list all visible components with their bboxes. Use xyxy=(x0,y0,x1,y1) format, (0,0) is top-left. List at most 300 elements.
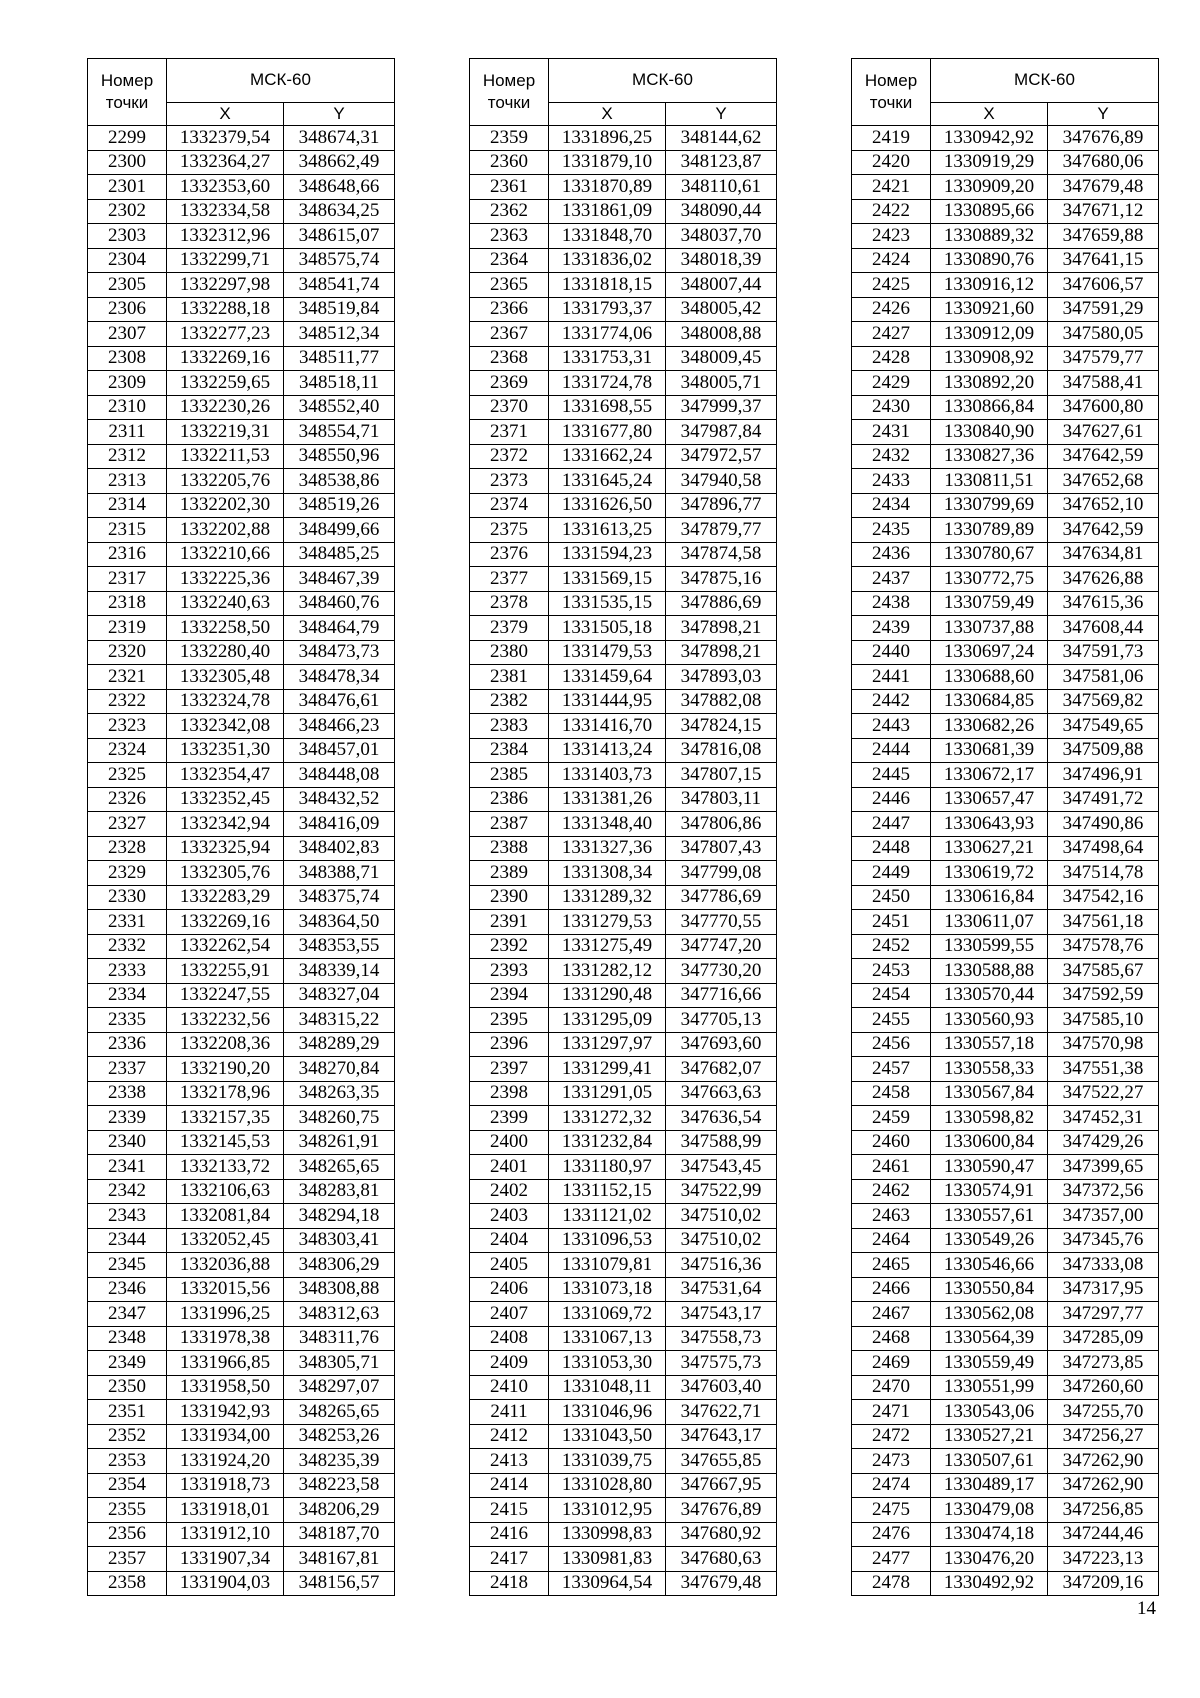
table-row xyxy=(88,861,395,886)
point-number-cell: 2381 xyxy=(470,665,549,690)
x-coordinate-cell: 1330681,39 xyxy=(931,738,1048,763)
table-row xyxy=(88,1008,395,1033)
point-number-cell: 2419 xyxy=(852,126,931,151)
point-number-cell: 2451 xyxy=(852,910,931,935)
x-coordinate-cell: 1331279,53 xyxy=(549,910,666,935)
y-coordinate-cell: 348485,25 xyxy=(284,542,395,567)
point-number-cell: 2386 xyxy=(470,787,549,812)
y-coordinate-cell: 347898,21 xyxy=(666,640,777,665)
point-number-cell: 2402 xyxy=(470,1179,549,1204)
y-coordinate-cell: 348466,23 xyxy=(284,714,395,739)
y-coordinate-cell: 347345,76 xyxy=(1048,1228,1159,1253)
coordinate-system-header: МСК-60 xyxy=(549,59,777,103)
table-row xyxy=(852,885,1159,910)
y-coordinate-cell: 347285,09 xyxy=(1048,1326,1159,1351)
point-number-cell: 2447 xyxy=(852,812,931,837)
point-number-cell: 2378 xyxy=(470,591,549,616)
table-row xyxy=(470,812,777,837)
table-row xyxy=(88,322,395,347)
table-row xyxy=(470,1302,777,1327)
point-number-cell: 2476 xyxy=(852,1522,931,1547)
point-number-cell: 2464 xyxy=(852,1228,931,1253)
table-row xyxy=(852,836,1159,861)
y-coordinate-cell: 348308,88 xyxy=(284,1277,395,1302)
y-coordinate-cell: 347636,54 xyxy=(666,1106,777,1131)
x-coordinate-cell: 1330684,85 xyxy=(931,689,1048,714)
y-header: Y xyxy=(1048,102,1159,125)
table-row xyxy=(852,493,1159,518)
y-coordinate-cell: 347806,86 xyxy=(666,812,777,837)
y-coordinate-cell: 348037,70 xyxy=(666,224,777,249)
point-number-cell: 2413 xyxy=(470,1449,549,1474)
table-row xyxy=(852,1571,1159,1596)
point-number-cell: 2314 xyxy=(88,493,167,518)
point-number-cell: 2338 xyxy=(88,1081,167,1106)
table-row xyxy=(852,910,1159,935)
y-coordinate-cell: 347987,84 xyxy=(666,420,777,445)
y-coordinate-cell: 348473,73 xyxy=(284,640,395,665)
table-row xyxy=(88,1547,395,1572)
point-number-cell: 2423 xyxy=(852,224,931,249)
y-coordinate-cell: 347972,57 xyxy=(666,444,777,469)
y-coordinate-cell: 348634,25 xyxy=(284,199,395,224)
table-row xyxy=(470,224,777,249)
y-coordinate-cell: 347626,88 xyxy=(1048,567,1159,592)
table-row xyxy=(88,542,395,567)
table-row xyxy=(88,1375,395,1400)
y-coordinate-cell: 347588,99 xyxy=(666,1130,777,1155)
y-coordinate-cell: 348167,81 xyxy=(284,1547,395,1572)
point-number-cell: 2302 xyxy=(88,199,167,224)
x-header: X xyxy=(549,102,666,125)
y-coordinate-cell: 348457,01 xyxy=(284,738,395,763)
y-header: Y xyxy=(666,102,777,125)
x-coordinate-cell: 1331645,24 xyxy=(549,469,666,494)
y-coordinate-cell: 347652,68 xyxy=(1048,469,1159,494)
table-row xyxy=(470,689,777,714)
y-coordinate-cell: 347522,27 xyxy=(1048,1081,1159,1106)
x-coordinate-cell: 1331046,96 xyxy=(549,1400,666,1425)
point-number-cell: 2421 xyxy=(852,175,931,200)
table-row xyxy=(470,836,777,861)
x-coordinate-cell: 1332297,98 xyxy=(167,273,284,298)
point-number-cell: 2346 xyxy=(88,1277,167,1302)
x-coordinate-cell: 1330780,67 xyxy=(931,542,1048,567)
y-coordinate-cell: 347585,67 xyxy=(1048,959,1159,984)
table-row xyxy=(852,248,1159,273)
x-coordinate-cell: 1331272,32 xyxy=(549,1106,666,1131)
table-row xyxy=(470,567,777,592)
point-number-cell: 2332 xyxy=(88,934,167,959)
x-coordinate-cell: 1331958,50 xyxy=(167,1375,284,1400)
y-coordinate-cell: 347898,21 xyxy=(666,616,777,641)
x-coordinate-cell: 1332205,76 xyxy=(167,469,284,494)
table-row xyxy=(88,371,395,396)
table-row xyxy=(852,395,1159,420)
x-coordinate-cell: 1331327,36 xyxy=(549,836,666,861)
x-coordinate-cell: 1331907,34 xyxy=(167,1547,284,1572)
x-coordinate-cell: 1330688,60 xyxy=(931,665,1048,690)
point-number-cell: 2312 xyxy=(88,444,167,469)
y-coordinate-cell: 347429,26 xyxy=(1048,1130,1159,1155)
table-row xyxy=(852,861,1159,886)
x-coordinate-cell: 1330919,29 xyxy=(931,150,1048,175)
point-number-cell: 2323 xyxy=(88,714,167,739)
x-coordinate-cell: 1330598,82 xyxy=(931,1106,1048,1131)
y-header: Y xyxy=(284,102,395,125)
table-row xyxy=(88,1498,395,1523)
point-number-cell: 2432 xyxy=(852,444,931,469)
y-coordinate-cell: 348552,40 xyxy=(284,395,395,420)
x-coordinate-cell: 1331569,15 xyxy=(549,567,666,592)
x-coordinate-cell: 1330657,47 xyxy=(931,787,1048,812)
table-row xyxy=(88,1277,395,1302)
coordinates-table-1 xyxy=(87,58,395,1596)
point-number-cell: 2364 xyxy=(470,248,549,273)
x-coordinate-cell: 1332283,29 xyxy=(167,885,284,910)
table-row xyxy=(88,469,395,494)
y-coordinate-cell: 347643,17 xyxy=(666,1424,777,1449)
point-number-cell: 2330 xyxy=(88,885,167,910)
point-number-cell: 2350 xyxy=(88,1375,167,1400)
x-coordinate-cell: 1332157,35 xyxy=(167,1106,284,1131)
point-number-cell: 2434 xyxy=(852,493,931,518)
y-coordinate-cell: 348289,29 xyxy=(284,1032,395,1057)
point-number-cell: 2454 xyxy=(852,983,931,1008)
y-coordinate-cell: 347542,16 xyxy=(1048,885,1159,910)
table-row xyxy=(852,273,1159,298)
x-coordinate-cell: 1330574,91 xyxy=(931,1179,1048,1204)
x-coordinate-cell: 1332081,84 xyxy=(167,1204,284,1229)
coordinates-table-2 xyxy=(469,58,777,1596)
point-number-cell: 2450 xyxy=(852,885,931,910)
point-number-cell: 2433 xyxy=(852,469,931,494)
x-coordinate-cell: 1331069,72 xyxy=(549,1302,666,1327)
point-number-cell: 2437 xyxy=(852,567,931,592)
point-number-cell: 2445 xyxy=(852,763,931,788)
point-number-cell: 2394 xyxy=(470,983,549,1008)
y-coordinate-cell: 347516,36 xyxy=(666,1253,777,1278)
table-row xyxy=(852,199,1159,224)
point-number-cell: 2417 xyxy=(470,1547,549,1572)
y-coordinate-cell: 347209,16 xyxy=(1048,1571,1159,1596)
table-row xyxy=(852,787,1159,812)
y-coordinate-cell: 347490,86 xyxy=(1048,812,1159,837)
y-coordinate-cell: 347297,77 xyxy=(1048,1302,1159,1327)
x-coordinate-cell: 1332036,88 xyxy=(167,1253,284,1278)
table-row xyxy=(88,518,395,543)
x-coordinate-cell: 1330759,49 xyxy=(931,591,1048,616)
y-coordinate-cell: 347399,65 xyxy=(1048,1155,1159,1180)
point-number-cell: 2318 xyxy=(88,591,167,616)
y-coordinate-cell: 347770,55 xyxy=(666,910,777,935)
point-number-cell: 2427 xyxy=(852,322,931,347)
table-row xyxy=(88,297,395,322)
table-row xyxy=(852,322,1159,347)
x-coordinate-cell: 1331012,95 xyxy=(549,1498,666,1523)
y-coordinate-cell: 348090,44 xyxy=(666,199,777,224)
table-row xyxy=(88,1204,395,1229)
x-coordinate-cell: 1330550,84 xyxy=(931,1277,1048,1302)
x-coordinate-cell: 1331924,20 xyxy=(167,1449,284,1474)
point-number-cell: 2441 xyxy=(852,665,931,690)
x-coordinate-cell: 1330546,66 xyxy=(931,1253,1048,1278)
point-number-cell: 2370 xyxy=(470,395,549,420)
table-row xyxy=(852,1424,1159,1449)
x-coordinate-cell: 1331753,31 xyxy=(549,346,666,371)
y-coordinate-cell: 348327,04 xyxy=(284,983,395,1008)
point-number-cell: 2440 xyxy=(852,640,931,665)
point-number-cell: 2366 xyxy=(470,297,549,322)
y-coordinate-cell: 347893,03 xyxy=(666,665,777,690)
y-coordinate-cell: 347575,73 xyxy=(666,1351,777,1376)
x-coordinate-cell: 1332133,72 xyxy=(167,1155,284,1180)
y-coordinate-cell: 348478,34 xyxy=(284,665,395,690)
x-coordinate-cell: 1332262,54 xyxy=(167,934,284,959)
point-number-cell: 2356 xyxy=(88,1522,167,1547)
point-number-cell: 2389 xyxy=(470,861,549,886)
table-row xyxy=(470,1057,777,1082)
point-number-cell: 2416 xyxy=(470,1522,549,1547)
table-row xyxy=(470,518,777,543)
x-coordinate-cell: 1331028,80 xyxy=(549,1473,666,1498)
y-coordinate-cell: 347273,85 xyxy=(1048,1351,1159,1376)
x-coordinate-cell: 1331505,18 xyxy=(549,616,666,641)
y-coordinate-cell: 347262,90 xyxy=(1048,1473,1159,1498)
x-coordinate-cell: 1332269,16 xyxy=(167,346,284,371)
point-number-cell: 2435 xyxy=(852,518,931,543)
y-coordinate-cell: 347531,64 xyxy=(666,1277,777,1302)
table-row xyxy=(88,910,395,935)
x-coordinate-cell: 1331403,73 xyxy=(549,763,666,788)
x-coordinate-cell: 1331289,32 xyxy=(549,885,666,910)
table-row xyxy=(852,738,1159,763)
x-coordinate-cell: 1332351,30 xyxy=(167,738,284,763)
y-coordinate-cell: 347452,31 xyxy=(1048,1106,1159,1131)
x-coordinate-cell: 1332288,18 xyxy=(167,297,284,322)
point-number-cell: 2362 xyxy=(470,199,549,224)
point-number-cell: 2359 xyxy=(470,126,549,151)
x-coordinate-cell: 1331073,18 xyxy=(549,1277,666,1302)
point-number-cell: 2300 xyxy=(88,150,167,175)
point-number-cell: 2460 xyxy=(852,1130,931,1155)
point-number-cell: 2339 xyxy=(88,1106,167,1131)
y-coordinate-cell: 348448,08 xyxy=(284,763,395,788)
y-coordinate-cell: 348261,91 xyxy=(284,1130,395,1155)
point-number-cell: 2439 xyxy=(852,616,931,641)
table-row xyxy=(852,1228,1159,1253)
y-coordinate-cell: 347807,15 xyxy=(666,763,777,788)
x-coordinate-cell: 1332258,50 xyxy=(167,616,284,641)
point-number-cell: 2410 xyxy=(470,1375,549,1400)
table-row xyxy=(852,1351,1159,1376)
y-coordinate-cell: 347680,06 xyxy=(1048,150,1159,175)
y-coordinate-cell: 347879,77 xyxy=(666,518,777,543)
table-row xyxy=(852,812,1159,837)
y-coordinate-cell: 347663,63 xyxy=(666,1081,777,1106)
point-number-cell: 2397 xyxy=(470,1057,549,1082)
x-coordinate-cell: 1331381,26 xyxy=(549,787,666,812)
point-number-cell: 2336 xyxy=(88,1032,167,1057)
x-coordinate-cell: 1332269,16 xyxy=(167,910,284,935)
y-coordinate-cell: 347592,59 xyxy=(1048,983,1159,1008)
table-row xyxy=(470,1008,777,1033)
x-coordinate-cell: 1331848,70 xyxy=(549,224,666,249)
x-coordinate-cell: 1331048,11 xyxy=(549,1375,666,1400)
table-row xyxy=(852,1106,1159,1131)
x-coordinate-cell: 1332211,53 xyxy=(167,444,284,469)
x-coordinate-cell: 1332210,66 xyxy=(167,542,284,567)
table-row xyxy=(852,983,1159,1008)
point-number-cell: 2355 xyxy=(88,1498,167,1523)
point-number-cell: 2453 xyxy=(852,959,931,984)
x-coordinate-cell: 1331793,37 xyxy=(549,297,666,322)
point-number-cell: 2340 xyxy=(88,1130,167,1155)
x-coordinate-cell: 1330560,93 xyxy=(931,1008,1048,1033)
x-coordinate-cell: 1330549,26 xyxy=(931,1228,1048,1253)
point-number-cell: 2372 xyxy=(470,444,549,469)
x-coordinate-cell: 1331966,85 xyxy=(167,1351,284,1376)
table-row xyxy=(470,1351,777,1376)
table-row xyxy=(852,763,1159,788)
table-row xyxy=(852,150,1159,175)
table-row xyxy=(470,1424,777,1449)
y-coordinate-cell: 348615,07 xyxy=(284,224,395,249)
x-coordinate-cell: 1331904,03 xyxy=(167,1571,284,1596)
point-number-cell: 2326 xyxy=(88,787,167,812)
point-number-cell: 2428 xyxy=(852,346,931,371)
y-coordinate-cell: 348519,84 xyxy=(284,297,395,322)
y-coordinate-cell: 347551,38 xyxy=(1048,1057,1159,1082)
x-coordinate-cell: 1330527,21 xyxy=(931,1424,1048,1449)
table-row xyxy=(88,1571,395,1596)
point-number-cell: 2465 xyxy=(852,1253,931,1278)
point-number-cell: 2376 xyxy=(470,542,549,567)
table-row xyxy=(88,836,395,861)
x-coordinate-cell: 1331297,97 xyxy=(549,1032,666,1057)
table-row xyxy=(852,469,1159,494)
point-number-cell: 2383 xyxy=(470,714,549,739)
y-coordinate-cell: 348312,63 xyxy=(284,1302,395,1327)
table-row xyxy=(88,1473,395,1498)
x-coordinate-cell: 1332202,88 xyxy=(167,518,284,543)
table-row xyxy=(470,1253,777,1278)
y-coordinate-cell: 348206,29 xyxy=(284,1498,395,1523)
y-coordinate-cell: 347256,85 xyxy=(1048,1498,1159,1523)
y-coordinate-cell: 348311,76 xyxy=(284,1326,395,1351)
y-coordinate-cell: 347333,08 xyxy=(1048,1253,1159,1278)
x-coordinate-cell: 1331774,06 xyxy=(549,322,666,347)
y-coordinate-cell: 347543,45 xyxy=(666,1155,777,1180)
table-row xyxy=(88,1106,395,1131)
x-coordinate-cell: 1331934,00 xyxy=(167,1424,284,1449)
y-coordinate-cell: 347679,48 xyxy=(1048,175,1159,200)
y-coordinate-cell: 348265,65 xyxy=(284,1155,395,1180)
y-coordinate-cell: 348550,96 xyxy=(284,444,395,469)
coordinates-table-body xyxy=(88,126,395,1596)
point-number-cell: 2467 xyxy=(852,1302,931,1327)
y-coordinate-cell: 347600,80 xyxy=(1048,395,1159,420)
point-number-cell: 2315 xyxy=(88,518,167,543)
point-number-cell: 2358 xyxy=(88,1571,167,1596)
table-row xyxy=(88,444,395,469)
table-row xyxy=(470,1326,777,1351)
x-coordinate-cell: 1332230,26 xyxy=(167,395,284,420)
point-number-cell: 2400 xyxy=(470,1130,549,1155)
point-number-cell: 2470 xyxy=(852,1375,931,1400)
table-row xyxy=(470,1179,777,1204)
y-coordinate-cell: 347634,81 xyxy=(1048,542,1159,567)
y-coordinate-cell: 347642,59 xyxy=(1048,444,1159,469)
point-number-cell: 2431 xyxy=(852,420,931,445)
y-coordinate-cell: 347603,40 xyxy=(666,1375,777,1400)
table-row xyxy=(470,787,777,812)
point-number-cell: 2365 xyxy=(470,273,549,298)
x-coordinate-cell: 1331348,40 xyxy=(549,812,666,837)
y-coordinate-cell: 347509,88 xyxy=(1048,738,1159,763)
table-row xyxy=(852,518,1159,543)
table-row xyxy=(852,444,1159,469)
table-row xyxy=(470,1473,777,1498)
x-coordinate-cell: 1331942,93 xyxy=(167,1400,284,1425)
x-coordinate-cell: 1330599,55 xyxy=(931,934,1048,959)
x-coordinate-cell: 1331912,10 xyxy=(167,1522,284,1547)
x-coordinate-cell: 1331152,15 xyxy=(549,1179,666,1204)
point-number-cell: 2404 xyxy=(470,1228,549,1253)
x-coordinate-cell: 1330799,69 xyxy=(931,493,1048,518)
y-coordinate-cell: 347652,10 xyxy=(1048,493,1159,518)
table-row xyxy=(470,640,777,665)
point-number-cell: 2307 xyxy=(88,322,167,347)
x-coordinate-cell: 1330772,75 xyxy=(931,567,1048,592)
point-number-cell: 2418 xyxy=(470,1571,549,1596)
y-coordinate-cell: 347606,57 xyxy=(1048,273,1159,298)
x-coordinate-cell: 1331413,24 xyxy=(549,738,666,763)
y-coordinate-cell: 348005,42 xyxy=(666,297,777,322)
table-row xyxy=(470,1106,777,1131)
point-number-cell: 2328 xyxy=(88,836,167,861)
x-coordinate-cell: 1330672,17 xyxy=(931,763,1048,788)
page-number: 14 xyxy=(1137,1598,1156,1619)
table-row xyxy=(852,1130,1159,1155)
table-row xyxy=(470,371,777,396)
table-row xyxy=(470,1571,777,1596)
y-coordinate-cell: 348402,83 xyxy=(284,836,395,861)
y-coordinate-cell: 348467,39 xyxy=(284,567,395,592)
point-number-cell: 2333 xyxy=(88,959,167,984)
y-coordinate-cell: 347260,60 xyxy=(1048,1375,1159,1400)
y-coordinate-cell: 347549,65 xyxy=(1048,714,1159,739)
x-coordinate-cell: 1331299,41 xyxy=(549,1057,666,1082)
point-number-cell: 2420 xyxy=(852,150,931,175)
y-coordinate-cell: 347543,17 xyxy=(666,1302,777,1327)
point-number-cell: 2343 xyxy=(88,1204,167,1229)
table-row xyxy=(852,1277,1159,1302)
x-coordinate-cell: 1331698,55 xyxy=(549,395,666,420)
x-coordinate-cell: 1332352,45 xyxy=(167,787,284,812)
x-coordinate-cell: 1330890,76 xyxy=(931,248,1048,273)
y-coordinate-cell: 348518,11 xyxy=(284,371,395,396)
table-row xyxy=(852,714,1159,739)
y-coordinate-cell: 348270,84 xyxy=(284,1057,395,1082)
y-coordinate-cell: 348538,86 xyxy=(284,469,395,494)
table-row xyxy=(852,959,1159,984)
table-row xyxy=(88,1351,395,1376)
x-coordinate-cell: 1331295,09 xyxy=(549,1008,666,1033)
table-row xyxy=(88,591,395,616)
y-coordinate-cell: 347569,82 xyxy=(1048,689,1159,714)
y-coordinate-cell: 347999,37 xyxy=(666,395,777,420)
